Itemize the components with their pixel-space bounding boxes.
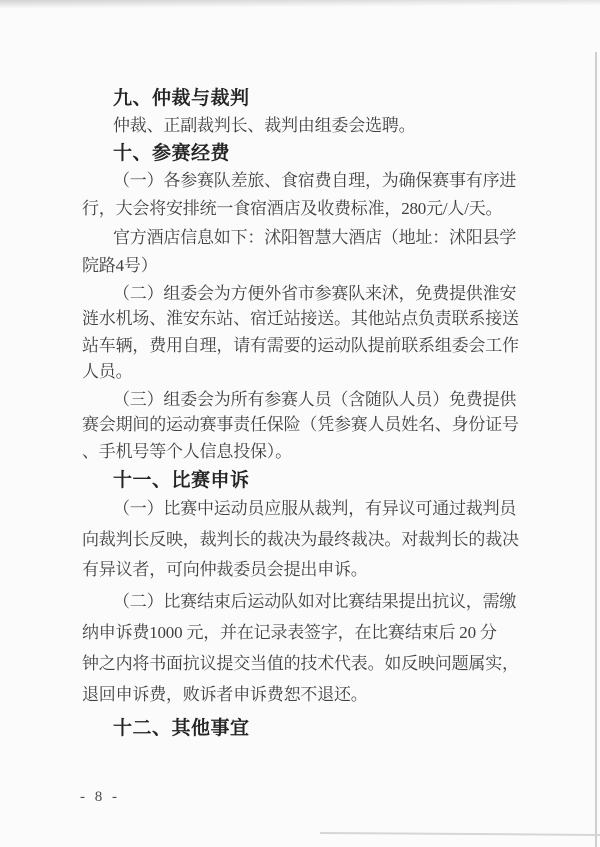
text-line: 赛会期间的运动赛事责任保险（凭参赛人员姓名、身份证号 — [82, 415, 519, 434]
text-line: （二）比赛结束后运动队如对比赛结果提出抗议，需缴 — [113, 592, 517, 611]
text-line: 人员。 — [82, 362, 133, 381]
text-line: （一）比赛中运动员应服从裁判，有异议可通过裁判员 — [113, 499, 517, 518]
text-line: （三）组委会为所有参赛人员（含随队人员）免费提供 — [113, 390, 517, 409]
section-heading: 九、仲裁与裁判 — [113, 88, 250, 109]
text-line: 站车辆，费用自理，请有需要的运动队提前联系组委会工作 — [82, 336, 519, 355]
section-heading: 十、参赛经费 — [113, 143, 231, 164]
text-line: （一）各参赛队差旅、食宿费自理，为确保赛事有序进 — [113, 171, 517, 190]
section-heading: 十一、比赛申诉 — [113, 470, 250, 491]
text-line: 涟水机场、淮安东站、宿迁站接送。其他站点负责联系接送 — [82, 309, 519, 328]
text-line: 仲裁、正副裁判长、裁判由组委会选聘。 — [113, 116, 416, 135]
section-heading: 十二、其他事宜 — [113, 718, 250, 739]
text-line: 向裁判长反映，裁判长的裁决为最终裁决。对裁判长的裁决 — [82, 530, 519, 549]
text-line: 纳申诉费1000 元，并在记录表签字，在比赛结束后 20 分 — [82, 623, 497, 642]
text-line: 官方酒店信息如下：沭阳智慧大酒店（地址：沭阳县学 — [113, 228, 517, 247]
text-line: 退回申诉费，败诉者申诉费恕不退还。 — [82, 685, 368, 704]
text-line: 钟之内将书面抗议提交当值的技术代表。如反映问题属实， — [82, 654, 519, 673]
text-line: 院路4号） — [82, 256, 158, 275]
text-line: 、手机号等个人信息投保）。 — [82, 442, 292, 461]
text-line: （二）组委会为方便外省市参赛队来沭，免费提供淮安 — [113, 284, 517, 303]
text-line: 行，大会将安排统一食宿酒店及收费标准，280元/人/天。 — [82, 199, 503, 218]
page-number: - 8 - — [80, 789, 120, 805]
text-line: 有异议者，可向仲裁委员会提出申诉。 — [82, 560, 368, 579]
